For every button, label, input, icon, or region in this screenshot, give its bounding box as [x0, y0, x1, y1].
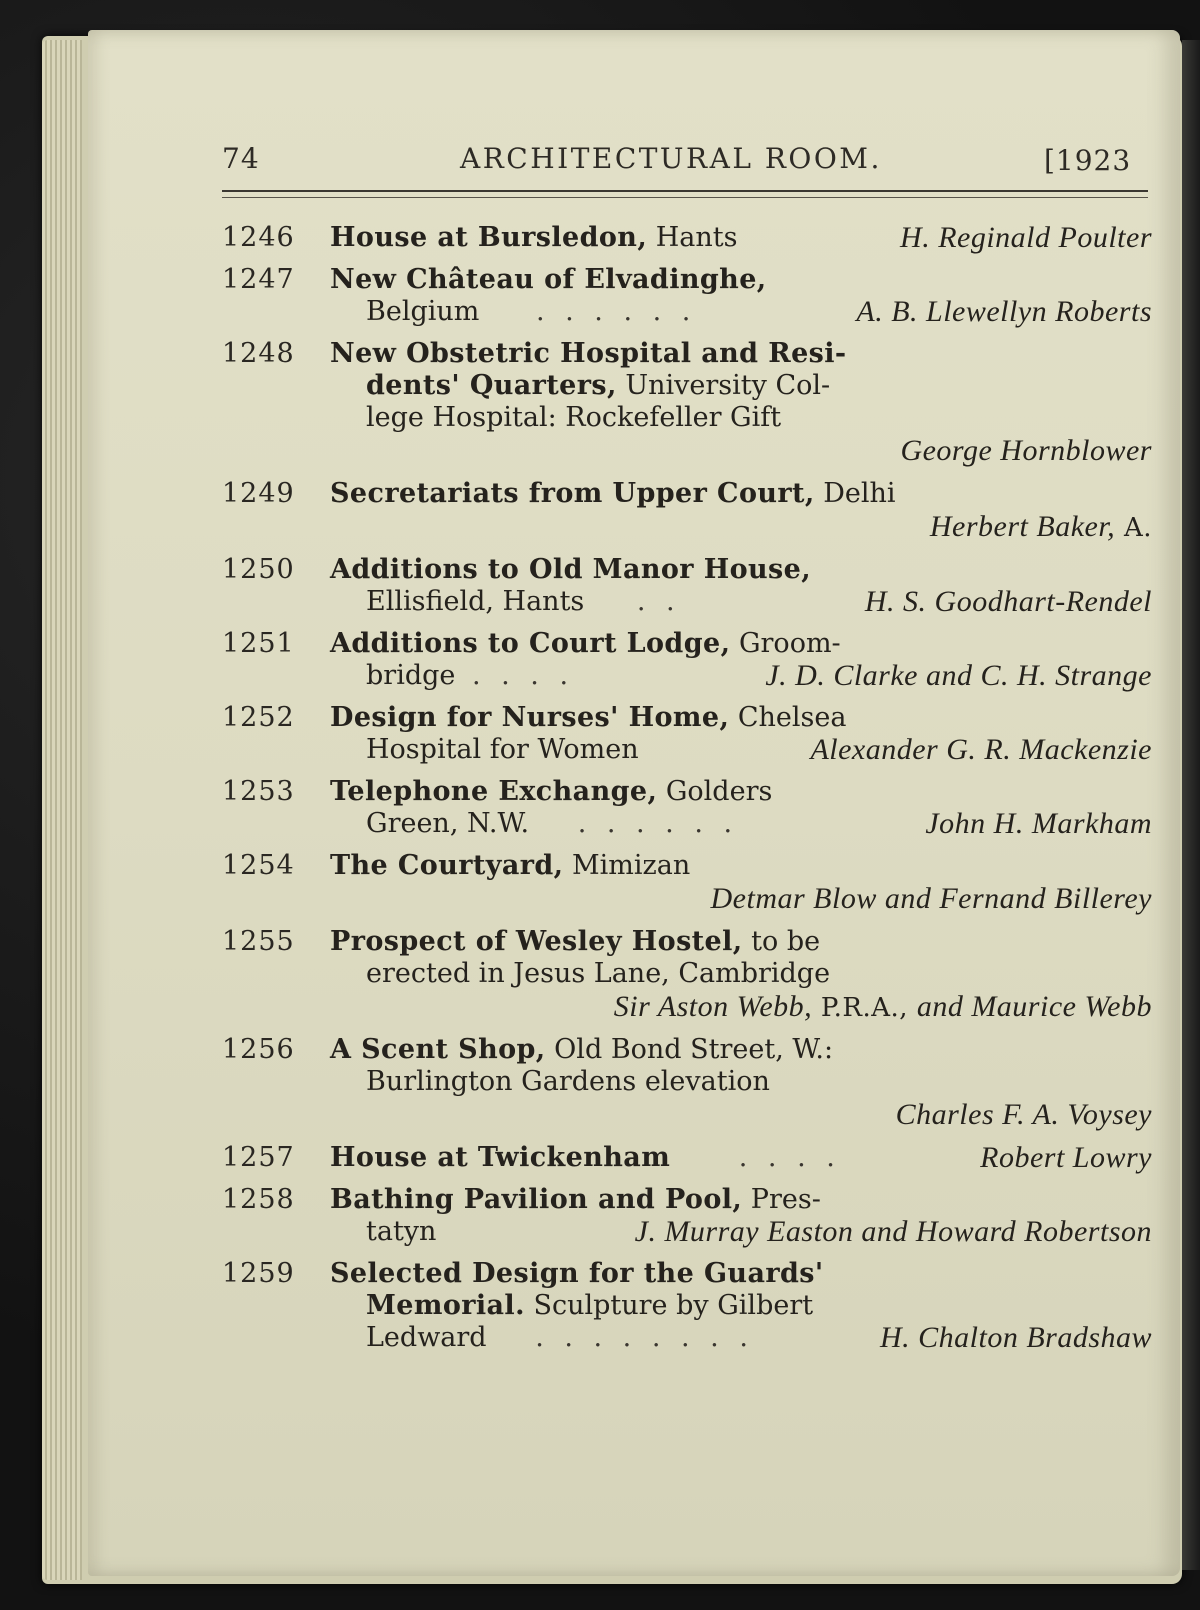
dot-leaders: . . . . . . . . — [535, 1322, 754, 1353]
catalogue-entry — [222, 1258, 1154, 1354]
catalogue-number: 1258 — [222, 1184, 295, 1215]
dot-leaders: . . . . . . — [577, 808, 739, 839]
catalogue-entry — [222, 926, 1154, 1024]
architect-name-2: and Maurice Webb — [916, 990, 1152, 1023]
architect-name: George Hornblower — [900, 434, 1152, 467]
entry-location: Golders — [657, 776, 773, 807]
catalogue-number: 1253 — [222, 776, 295, 807]
entry-title: House at Bursledon, — [330, 222, 648, 253]
entry-title-cont: Memorial. — [366, 1290, 525, 1321]
architect-name: J. D. Clarke and C. H. Strange — [765, 659, 1152, 692]
architect-name: Detmar Blow and Fernand Billerey — [710, 882, 1152, 915]
entry-title: Prospect of Wesley Hostel, — [330, 926, 743, 957]
catalogue-entry — [222, 1184, 1154, 1248]
entry-location-cont: tatyn — [366, 1216, 437, 1247]
entry-title: New Obstetric Hospital and Resi- — [330, 338, 847, 369]
dot-leaders: . . — [636, 586, 681, 617]
architect-name: A. B. Llewellyn Roberts — [856, 295, 1152, 328]
entry-location: Groom- — [730, 628, 841, 659]
entry-title: New Château of Elvadinghe, — [330, 264, 767, 295]
entry-title: A Scent Shop, — [330, 1034, 546, 1065]
dot-leaders: . . . . — [738, 1142, 841, 1173]
architect-name: J. Murray Easton and Howard Robertson — [634, 1215, 1152, 1248]
entry-title-cont: dents' Quarters, — [366, 370, 617, 401]
entry-title: House at Twickenham — [330, 1142, 671, 1173]
catalogue-number: 1259 — [222, 1258, 295, 1289]
entry-location: Mimizan — [563, 850, 691, 881]
entry-location-cont: lege Hospital: Rockefeller Gift — [366, 402, 782, 433]
catalogue-entry — [222, 702, 1154, 766]
architect-name: Herbert Baker, — [929, 510, 1116, 543]
architect-line — [330, 510, 1152, 544]
entry-location: Pres- — [742, 1184, 821, 1215]
page-edges — [42, 40, 82, 1580]
running-title: ARCHITECTURAL ROOM. — [460, 142, 882, 175]
entry-location: Belgium — [366, 296, 480, 327]
running-header — [222, 142, 1150, 188]
catalogue-number: 1250 — [222, 554, 295, 585]
catalogue-entry — [222, 850, 1154, 916]
dot-leaders: . . . . — [471, 660, 575, 691]
entry-location: to be — [742, 926, 821, 957]
architect-name: Sir Aston Webb, — [613, 990, 813, 1023]
catalogue-entry — [222, 776, 1154, 840]
entry-location-cont: Hospital for Women — [366, 734, 639, 765]
header-rule-thin — [222, 197, 1148, 198]
catalogue-entry — [222, 1034, 1154, 1132]
entry-location: Chelsea — [729, 702, 847, 733]
catalogue-number: 1246 — [222, 222, 295, 253]
catalogue-entry — [222, 554, 1154, 618]
catalogue-entry — [222, 478, 1154, 544]
entry-location: Hants — [647, 222, 738, 253]
entry-title: Additions to Old Manor House, — [330, 554, 812, 585]
entry-title: Telephone Exchange, — [330, 776, 658, 807]
architect-name: H. Reginald Poulter — [900, 221, 1152, 254]
catalogue-entry — [222, 264, 1154, 328]
catalogue-number: 1247 — [222, 264, 295, 295]
entry-location: Ellisfield, Hants — [366, 586, 585, 617]
year-mark: [1923 — [1044, 144, 1132, 177]
entry-title: Secretariats from Upper Court, — [330, 478, 815, 509]
catalogue-entry — [222, 222, 1154, 254]
catalogue-entry — [222, 1142, 1154, 1174]
entry-location-cont: Green, N.W. — [366, 808, 530, 839]
catalogue-number: 1255 — [222, 926, 295, 957]
catalogue-number: 1248 — [222, 338, 295, 369]
entry-location: Old Bond Street, W.: — [545, 1034, 834, 1065]
architect-name: Alexander G. R. Mackenzie — [810, 733, 1152, 766]
page-gutter-shadow — [1182, 40, 1200, 1570]
entry-location-cont: bridge — [366, 660, 456, 691]
catalogue-number: 1249 — [222, 478, 295, 509]
page-number: 74 — [222, 142, 260, 175]
entry-location-cont: Burlington Gardens elevation — [366, 1066, 770, 1097]
catalogue-number: 1256 — [222, 1034, 295, 1065]
catalogue-number: 1251 — [222, 628, 295, 659]
catalogue-number: 1257 — [222, 1142, 295, 1173]
architect-honour: P.R.A., — [812, 993, 917, 1023]
entry-title: Bathing Pavilion and Pool, — [330, 1184, 743, 1215]
entry-title: Selected Design for the Guards' — [330, 1258, 824, 1289]
entry-location-cont: erected in Jesus Lane, Cambridge — [366, 958, 831, 989]
entry-title: Design for Nurses' Home, — [330, 702, 730, 733]
architect-name: John H. Markham — [925, 807, 1152, 840]
entry-description: Sculpture by Gilbert — [524, 1290, 814, 1321]
architect-name: Robert Lowry — [980, 1141, 1152, 1174]
architect-name: Charles F. A. Voysey — [895, 1098, 1152, 1131]
catalogue-entries — [222, 222, 1154, 1364]
entry-title: Additions to Court Lodge, — [330, 628, 731, 659]
entry-location: University Col- — [616, 370, 831, 401]
architect-line — [330, 990, 1152, 1024]
entry-location: Delhi — [814, 478, 896, 509]
entry-description-cont: Ledward — [366, 1322, 487, 1353]
catalogue-entry — [222, 338, 1154, 468]
architect-honour: A. — [1115, 513, 1152, 543]
architect-name: H. S. Goodhart-Rendel — [864, 585, 1152, 618]
catalogue-number: 1254 — [222, 850, 295, 881]
header-rule-thick — [222, 190, 1148, 192]
dot-leaders: . . . . . . — [535, 296, 697, 327]
catalogue-number: 1252 — [222, 702, 295, 733]
architect-name: H. Chalton Bradshaw — [879, 1321, 1152, 1354]
catalogue-entry — [222, 628, 1154, 692]
entry-title: The Courtyard, — [330, 850, 564, 881]
